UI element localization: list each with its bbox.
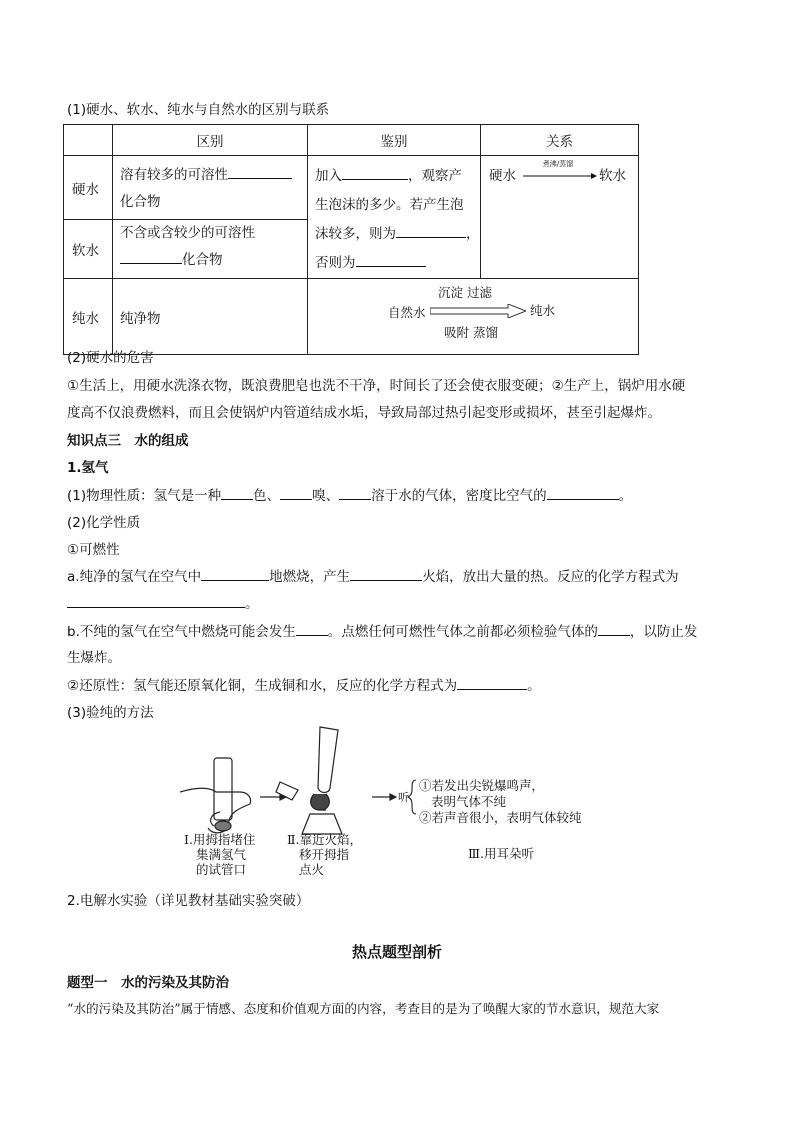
- question-type-title: 题型一 水的污染及其防治: [67, 975, 229, 991]
- purity-test-title: (3)验纯的方法: [67, 705, 154, 721]
- answer-blank[interactable]: [339, 486, 371, 500]
- combustibility-title: ①可燃性: [67, 542, 120, 558]
- flow-natural-water: 自然水: [388, 305, 426, 320]
- hazard-title: (2)硬水的危害: [67, 350, 154, 366]
- hand-test-tube-illustration: [180, 758, 251, 833]
- hot-topics-heading: 热点题型剖析: [351, 943, 442, 961]
- answer-blank[interactable]: [350, 567, 422, 581]
- result-line-1: ①若发出尖锐爆鸣声，: [419, 778, 545, 793]
- row-label-hard-water: 硬水: [64, 156, 113, 220]
- result-line-2: 表明气体不纯: [431, 794, 507, 809]
- answer-blank[interactable]: [547, 486, 619, 500]
- flow-pure-water: 纯水: [530, 303, 556, 318]
- hard-water-diff-cell: 溶有较多的可溶性 化合物: [113, 156, 308, 220]
- impure-hydrogen-line-2: 生爆炸。: [67, 650, 121, 666]
- relation-soft-water: 软水: [599, 168, 626, 184]
- hydrogen-title: 1.氢气: [67, 460, 109, 476]
- listen-label: 听: [398, 791, 409, 804]
- chemical-property-title: (2)化学性质: [67, 515, 141, 531]
- electrolysis-title: 2.电解水实验（详见教材基础实验突破）: [67, 893, 310, 909]
- caption-step-1: Ⅰ.用拇指堵住 集满氢气 的试管口: [184, 832, 256, 877]
- answer-blank[interactable]: [221, 486, 253, 500]
- table-corner-cell: [64, 125, 113, 156]
- reducibility-line: ②还原性：氢气能还原氧化铜，生成铜和水，反应的化学方程式为 。: [67, 678, 541, 694]
- purification-flow-cell: [308, 279, 639, 355]
- row-label-soft-water: 软水: [64, 220, 113, 279]
- answer-blank[interactable]: [296, 622, 328, 636]
- question-type-intro: “水的污染及其防治”属于情感、态度和价值观方面的内容，考查目的是为了唤醒大家的节水意识，规范大家: [67, 1001, 660, 1016]
- answer-blank[interactable]: [396, 224, 466, 238]
- answer-blank[interactable]: [598, 622, 630, 636]
- soft-water-diff-cell: 不含或含较少的可溶性 化合物: [113, 220, 308, 279]
- column-header-ident: 鉴别: [308, 125, 481, 156]
- section-title: (1)硬水、软水、纯水与自然水的区别与联系: [67, 102, 330, 118]
- pure-hydrogen-line: a.纯净的氢气在空气中 地燃烧，产生 火焰，放出大量的热。反应的化学方程式为: [67, 569, 679, 585]
- hazard-text-line-1: ①生活上，用硬水洗涤衣物，既浪费肥皂也洗不干净，时间长了还会使衣服变硬；②生产上，锅炉用水硬: [67, 378, 686, 394]
- alcohol-lamp-illustration: [276, 727, 342, 834]
- caption-step-3: Ⅲ.用耳朵听: [468, 846, 535, 861]
- caption-step-2: Ⅱ.靠近火焰， 移开拇指 点火: [287, 832, 362, 877]
- row-label-pure-water: 纯水: [64, 279, 113, 355]
- knowledge-point-title: 知识点三 水的组成: [67, 433, 189, 449]
- pure-water-diff-cell: 纯净物: [113, 279, 308, 355]
- water-comparison-table: [63, 124, 639, 355]
- relation-arrow-label: 煮沸/蒸馏: [542, 160, 574, 168]
- result-brace: [408, 780, 416, 814]
- answer-blank[interactable]: [356, 253, 426, 267]
- answer-blank[interactable]: [67, 594, 245, 608]
- answer-blank[interactable]: [280, 486, 312, 500]
- answer-blank[interactable]: [457, 676, 527, 690]
- answer-blank[interactable]: [228, 165, 292, 179]
- answer-blank[interactable]: [201, 567, 269, 581]
- answer-blank[interactable]: [120, 250, 182, 264]
- relation-cell: [481, 156, 639, 279]
- column-header-relation: 关系: [481, 125, 639, 156]
- impure-hydrogen-line: b.不纯的氢气在空气中燃烧可能会发生 。点燃任何可燃性气体之前都必须检验气体的 ，以防止发: [67, 624, 698, 640]
- physical-property-line: (1)物理性质：氢气是一种 色、 嗅、 溶于水的气体，密度比空气的 。: [67, 488, 633, 504]
- relation-arrow: [523, 172, 597, 180]
- column-header-diff: 区别: [113, 125, 308, 156]
- result-line-3: ②若声音很小，表明气体较纯: [419, 810, 582, 825]
- answer-blank[interactable]: [342, 166, 408, 180]
- flow-top-label: 沉淀 过滤: [438, 285, 492, 300]
- relation-hard-water: 硬水: [489, 168, 516, 184]
- ident-cell: 加入 ，观察产 生泡沫的多少。若产生泡 沫较多，则为 ， 否则为: [308, 156, 481, 279]
- flow-bottom-label: 吸附 蒸馏: [444, 325, 498, 340]
- flow-arrow: [430, 304, 526, 318]
- hazard-text-line-2: 度高不仅浪费燃料，而且会使锅炉内管道结成水垢，导致局部过热引起变形或损坏，甚至引起爆炸。: [67, 405, 661, 421]
- equation-blank-line: 。: [67, 592, 259, 612]
